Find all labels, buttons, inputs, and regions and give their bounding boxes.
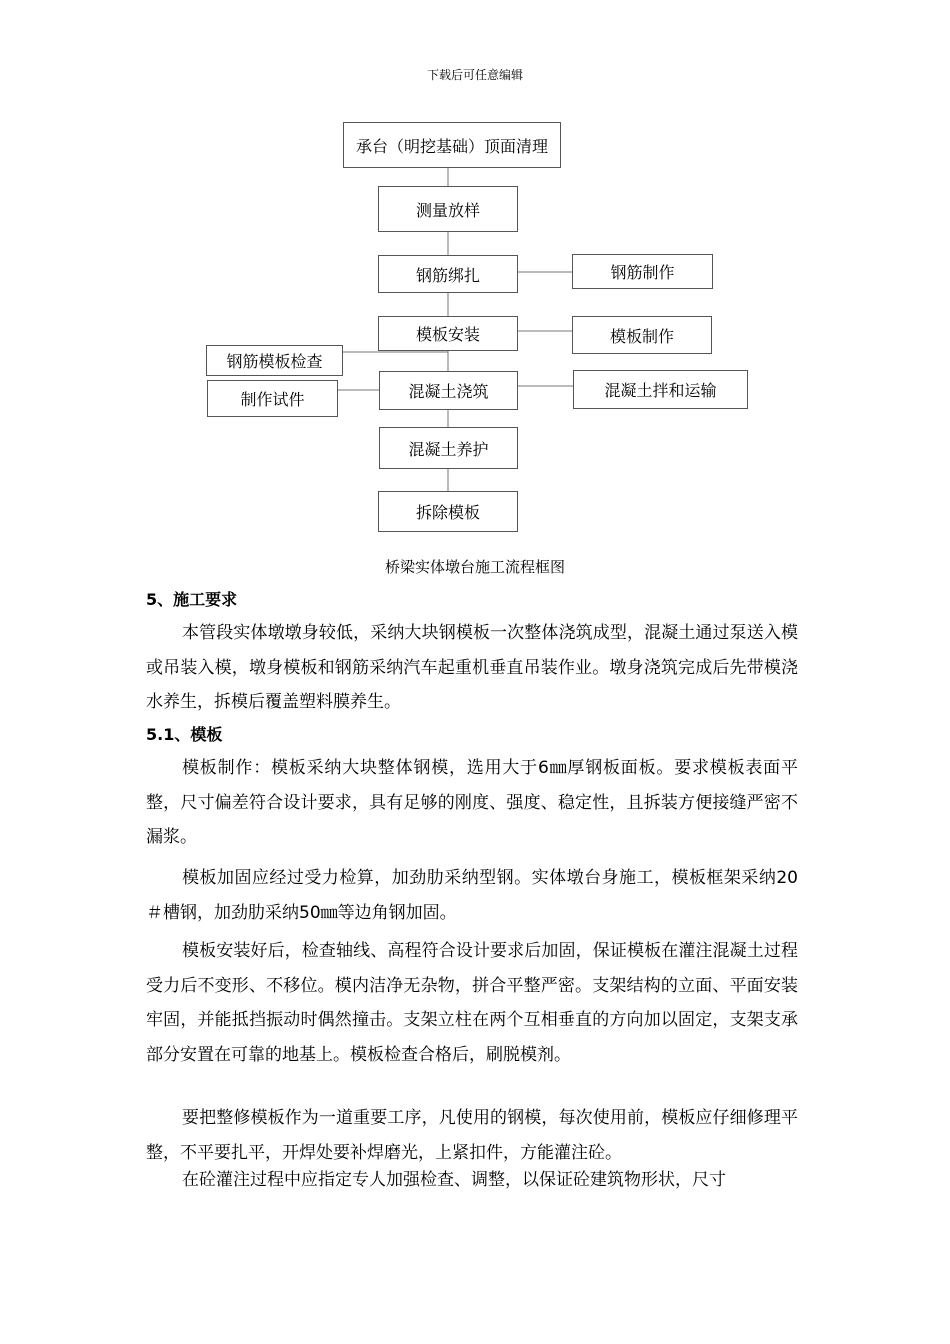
flow-box-formwork-removal: 拆除模板 [378,491,518,532]
flow-box-test-specimen: 制作试件 [207,380,338,417]
flow-box-formwork-fabrication: 模板制作 [572,316,712,354]
section-5-heading: 5、施工要求 [146,590,238,609]
formwork-fabrication-paragraph: 模板制作：模板采纳大块整体钢模，选用大于6㎜厚钢板面板。要求模板表面平整，尺寸偏差符合设计要求，具有足够的刚度、强度、稳定性，且拆装方便接缝严密不漏浆。 [146,758,798,847]
flow-box-survey: 测量放样 [378,186,518,232]
flow-box-rebar-formwork-inspection: 钢筋模板检查 [206,345,343,376]
flow-box-cap-cleaning: 承台（明挖基础）顶面清理 [343,122,561,168]
flowchart-caption: 桥梁实体墩台施工流程框图 [384,558,565,576]
section-5-paragraph: 本管段实体墩墩身较低，采纳大块钢模板一次整体浇筑成型，混凝土通过泵送入模或吊装入模，墩身模板和钢筋采纳汽车起重机垂直吊装作业。墩身浇筑完成后先带模浇水养生，拆模后覆盖塑料膜养生。 [146,623,798,712]
formwork-installation-paragraph: 模板安装好后，检查轴线、高程符合设计要求后加固，保证模板在灌注混凝土过程受力后不变形、不移位。模内洁净无杂物，拼合平整严密。支架结构的立面、平面安装牢固，并能抵挡振动时偶然撞击。支架立柱在两个互相垂直的方向加以固定，支架支承部分安置在可靠的地基上。模板检查合格后，刷脱模剂。 [146,941,798,1065]
page-header: 下载后可任意编辑 [426,68,523,82]
flow-box-rebar-binding: 钢筋绑扎 [378,255,518,293]
flow-box-rebar-fabrication: 钢筋制作 [572,254,713,289]
formwork-maintenance-paragraph: 要把整修模板作为一道重要工序，凡使用的钢模，每次使用前，模板应仔细修理平整，不平要扎平，开焊处要补焊磨光，上紧扣件，方能灌注砼。 [146,1108,798,1163]
pouring-inspection-paragraph: 在砼灌注过程中应指定专人加强检查、调整，以保证砼建筑物形状，尺寸 [182,1170,726,1190]
flow-box-formwork-install: 模板安装 [378,316,518,351]
flow-box-concrete-mixing: 混凝土拌和运输 [573,370,748,409]
formwork-reinforcement-paragraph: 模板加固应经过受力检算，加劲肋采纳型钢。实体墩台身施工，模板框架采纳20＃槽钢，加劲肋采纳50㎜等边角钢加固。 [146,868,798,923]
flow-box-concrete-pouring: 混凝土浇筑 [379,371,518,410]
flow-box-concrete-curing: 混凝土养护 [379,427,518,469]
section-5-1-heading: 5.1、模板 [146,725,223,744]
